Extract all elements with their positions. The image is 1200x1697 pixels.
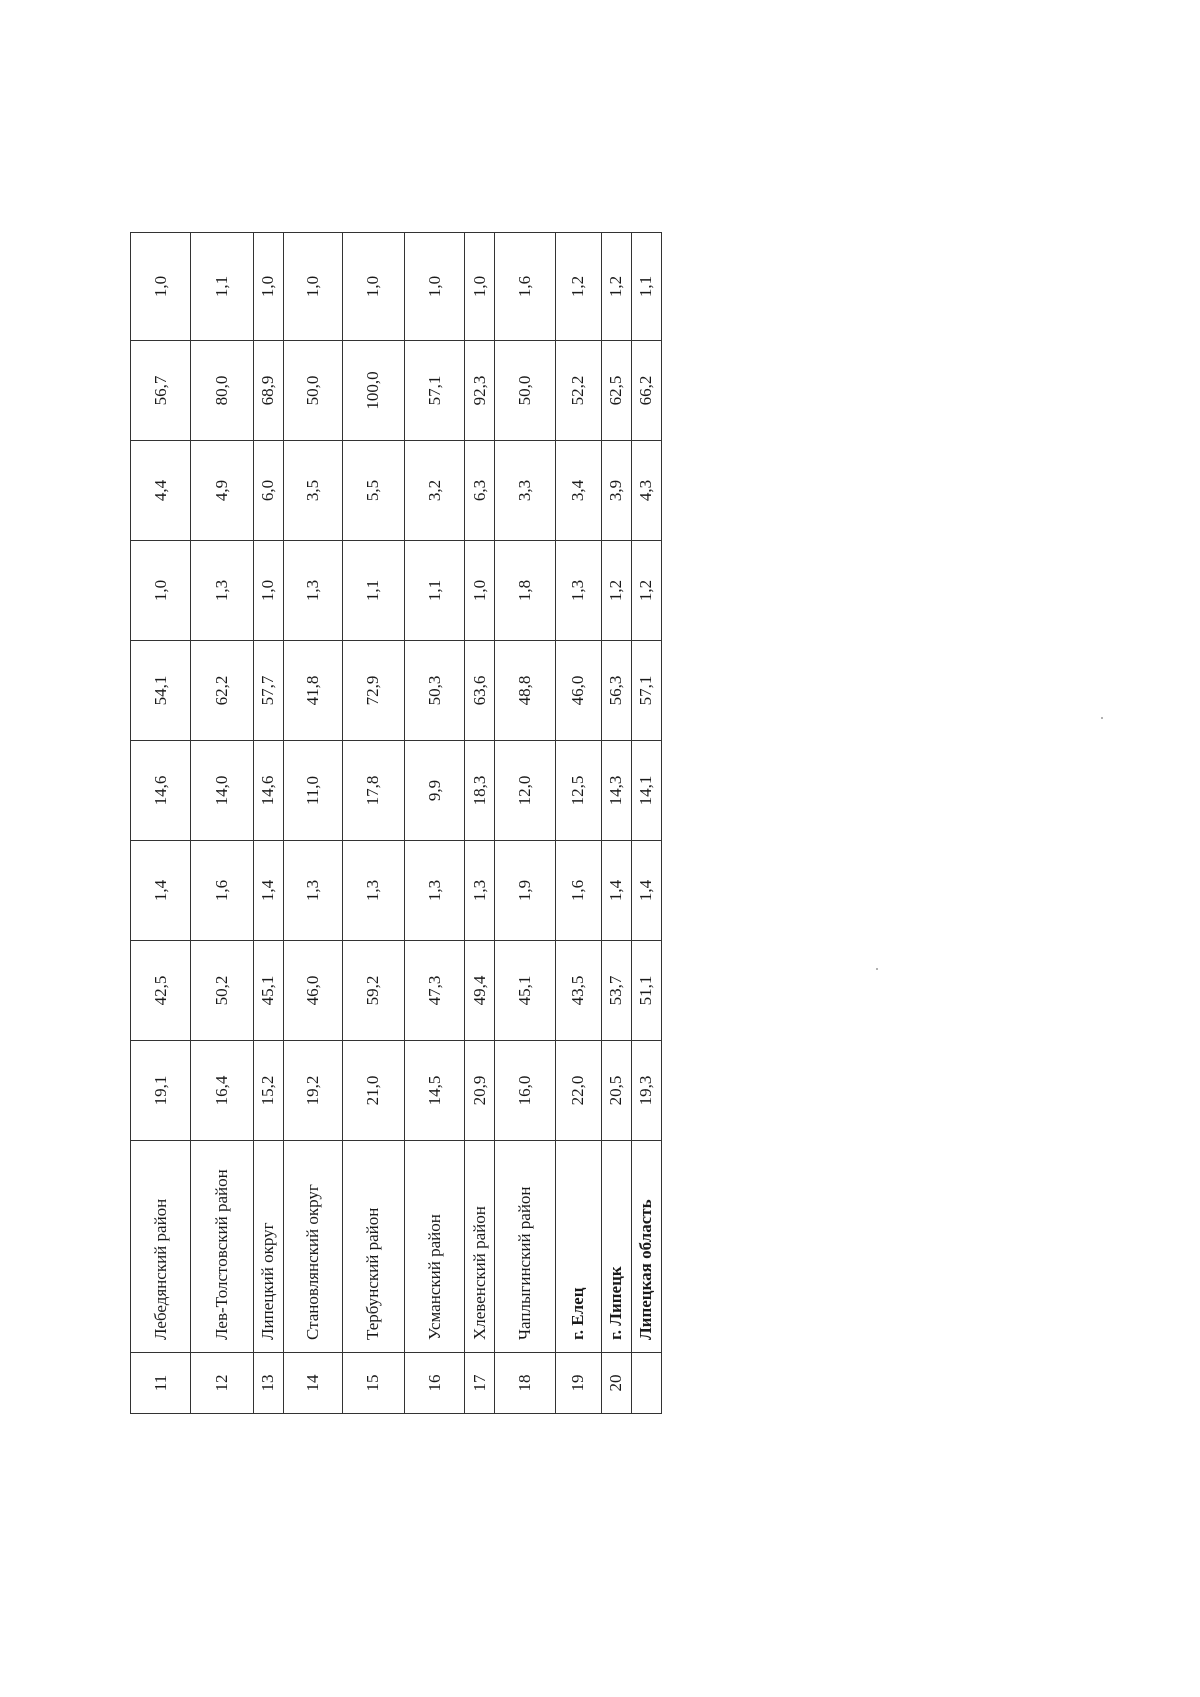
row-number-cell: 12 — [191, 1353, 253, 1414]
value-cell: 1,0 — [253, 541, 283, 641]
value-cell: 20,5 — [601, 1041, 631, 1141]
statistics-table — [130, 232, 662, 1414]
value-cell: 1,2 — [601, 541, 631, 641]
value-cell: 1,3 — [283, 541, 342, 641]
value-cell: 22,0 — [555, 1041, 601, 1141]
value-cell: 19,3 — [631, 1041, 661, 1141]
table-row — [253, 233, 283, 1414]
table-row — [601, 233, 631, 1414]
table-row — [342, 233, 404, 1414]
value-cell: 16,4 — [191, 1041, 253, 1141]
table-body — [131, 233, 662, 1414]
row-number-cell: 17 — [465, 1353, 495, 1414]
value-cell: 1,3 — [283, 841, 342, 941]
value-cell: 6,0 — [253, 441, 283, 541]
region-name-cell: Хлевенский район — [465, 1141, 495, 1353]
value-cell: 14,6 — [131, 741, 191, 841]
value-cell: 1,0 — [253, 233, 283, 341]
value-cell: 92,3 — [465, 341, 495, 441]
value-cell: 100,0 — [342, 341, 404, 441]
value-cell: 1,2 — [631, 541, 661, 641]
value-cell: 3,9 — [601, 441, 631, 541]
region-name-cell: Тербунский район — [342, 1141, 404, 1353]
value-cell: 1,1 — [405, 541, 465, 641]
value-cell: 57,1 — [631, 641, 661, 741]
value-cell: 48,8 — [495, 641, 555, 741]
value-cell: 80,0 — [191, 341, 253, 441]
value-cell: 17,8 — [342, 741, 404, 841]
value-cell: 45,1 — [495, 941, 555, 1041]
value-cell: 21,0 — [342, 1041, 404, 1141]
table-row — [131, 233, 191, 1414]
value-cell: 1,1 — [342, 541, 404, 641]
value-cell: 59,2 — [342, 941, 404, 1041]
value-cell: 12,0 — [495, 741, 555, 841]
value-cell: 1,4 — [131, 841, 191, 941]
value-cell: 4,4 — [131, 441, 191, 541]
value-cell: 47,3 — [405, 941, 465, 1041]
scan-speck — [876, 968, 878, 970]
region-name-cell: Лебедянский район — [131, 1141, 191, 1353]
value-cell: 45,1 — [253, 941, 283, 1041]
value-cell: 19,1 — [131, 1041, 191, 1141]
region-name-cell: Усманский район — [405, 1141, 465, 1353]
value-cell: 53,7 — [601, 941, 631, 1041]
value-cell: 1,9 — [495, 841, 555, 941]
value-cell: 1,3 — [555, 541, 601, 641]
value-cell: 1,0 — [465, 541, 495, 641]
value-cell: 1,0 — [131, 541, 191, 641]
value-cell: 3,2 — [405, 441, 465, 541]
value-cell: 14,0 — [191, 741, 253, 841]
value-cell: 1,2 — [601, 233, 631, 341]
value-cell: 4,3 — [631, 441, 661, 541]
table-row — [465, 233, 495, 1414]
row-number-cell: 18 — [495, 1353, 555, 1414]
value-cell: 43,5 — [555, 941, 601, 1041]
value-cell: 1,6 — [495, 233, 555, 341]
value-cell: 14,6 — [253, 741, 283, 841]
value-cell: 1,6 — [555, 841, 601, 941]
value-cell: 68,9 — [253, 341, 283, 441]
value-cell: 1,1 — [631, 233, 661, 341]
value-cell: 54,1 — [131, 641, 191, 741]
value-cell: 66,2 — [631, 341, 661, 441]
region-name-cell: Становлянский округ — [283, 1141, 342, 1353]
value-cell: 1,8 — [495, 541, 555, 641]
value-cell: 62,2 — [191, 641, 253, 741]
value-cell: 3,3 — [495, 441, 555, 541]
value-cell: 1,0 — [405, 233, 465, 341]
value-cell: 15,2 — [253, 1041, 283, 1141]
value-cell: 1,1 — [191, 233, 253, 341]
row-number-cell: 13 — [253, 1353, 283, 1414]
value-cell: 57,7 — [253, 641, 283, 741]
value-cell: 42,5 — [131, 941, 191, 1041]
value-cell: 14,1 — [631, 741, 661, 841]
value-cell: 1,3 — [191, 541, 253, 641]
value-cell: 1,6 — [191, 841, 253, 941]
rotated-table-container — [130, 233, 662, 1414]
row-number-cell — [631, 1353, 661, 1414]
value-cell: 52,2 — [555, 341, 601, 441]
region-name-cell: Липецкая область — [631, 1141, 661, 1353]
value-cell: 1,3 — [465, 841, 495, 941]
value-cell: 1,0 — [131, 233, 191, 341]
region-name-cell: г. Елец — [555, 1141, 601, 1353]
table-row — [191, 233, 253, 1414]
value-cell: 4,9 — [191, 441, 253, 541]
value-cell: 16,0 — [495, 1041, 555, 1141]
table-row — [405, 233, 465, 1414]
value-cell: 1,4 — [631, 841, 661, 941]
value-cell: 3,4 — [555, 441, 601, 541]
value-cell: 5,5 — [342, 441, 404, 541]
value-cell: 49,4 — [465, 941, 495, 1041]
value-cell: 56,7 — [131, 341, 191, 441]
value-cell: 1,3 — [405, 841, 465, 941]
value-cell: 50,2 — [191, 941, 253, 1041]
row-number-cell: 19 — [555, 1353, 601, 1414]
region-name-cell: Лев-Толстовский район — [191, 1141, 253, 1353]
value-cell: 1,0 — [465, 233, 495, 341]
row-number-cell: 14 — [283, 1353, 342, 1414]
region-name-cell: Липецкий округ — [253, 1141, 283, 1353]
value-cell: 1,0 — [342, 233, 404, 341]
value-cell: 14,3 — [601, 741, 631, 841]
value-cell: 1,2 — [555, 233, 601, 341]
table-row — [555, 233, 601, 1414]
row-number-cell: 15 — [342, 1353, 404, 1414]
row-number-cell: 16 — [405, 1353, 465, 1414]
value-cell: 46,0 — [555, 641, 601, 741]
value-cell: 6,3 — [465, 441, 495, 541]
value-cell: 19,2 — [283, 1041, 342, 1141]
value-cell: 50,3 — [405, 641, 465, 741]
value-cell: 9,9 — [405, 741, 465, 841]
value-cell: 3,5 — [283, 441, 342, 541]
scan-speck — [1101, 717, 1103, 719]
value-cell: 14,5 — [405, 1041, 465, 1141]
value-cell: 56,3 — [601, 641, 631, 741]
table-row — [631, 233, 661, 1414]
value-cell: 11,0 — [283, 741, 342, 841]
table-row — [283, 233, 342, 1414]
value-cell: 50,0 — [283, 341, 342, 441]
value-cell: 51,1 — [631, 941, 661, 1041]
value-cell: 20,9 — [465, 1041, 495, 1141]
row-number-cell: 20 — [601, 1353, 631, 1414]
table-row — [495, 233, 555, 1414]
value-cell: 62,5 — [601, 341, 631, 441]
row-number-cell: 11 — [131, 1353, 191, 1414]
value-cell: 1,3 — [342, 841, 404, 941]
region-name-cell: г. Липецк — [601, 1141, 631, 1353]
value-cell: 57,1 — [405, 341, 465, 441]
value-cell: 46,0 — [283, 941, 342, 1041]
value-cell: 1,0 — [283, 233, 342, 341]
value-cell: 72,9 — [342, 641, 404, 741]
value-cell: 63,6 — [465, 641, 495, 741]
value-cell: 1,4 — [253, 841, 283, 941]
region-name-cell: Чаплыгинский район — [495, 1141, 555, 1353]
value-cell: 50,0 — [495, 341, 555, 441]
value-cell: 18,3 — [465, 741, 495, 841]
value-cell: 41,8 — [283, 641, 342, 741]
value-cell: 1,4 — [601, 841, 631, 941]
value-cell: 12,5 — [555, 741, 601, 841]
